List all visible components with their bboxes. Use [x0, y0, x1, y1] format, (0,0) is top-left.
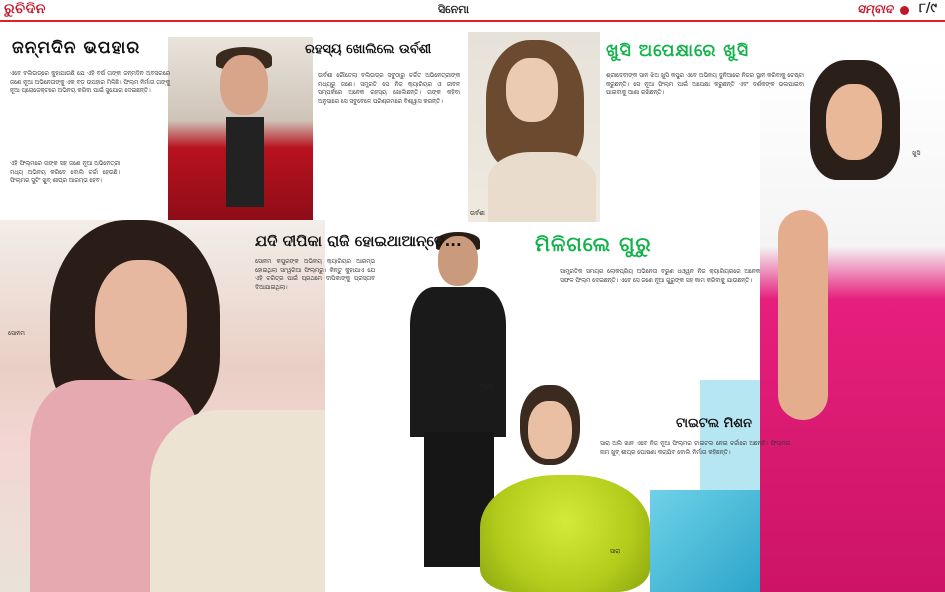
birthday-body: ଏବେ ବଲିଉଡ୍‌ରେ କୁହାଯାଉଛି ଯେ ଏହି ବର୍ଷ ତାଙ୍କ ଜନ୍ମଦିନ ଅବସରରେ ଜଣେ ନୂଆ ଅଭିନେତାଙ୍କୁ ଏକ ବଡ଼ ଉପହାର ମିଳିଛି। ଫିଲ୍ମ ନିର୍ମାତା ତାଙ୍କୁ ନୂଆ ପ୍ରୋଜେକ୍ଟରେ ଅଭିନୟ କରିବା ପାଇଁ ସୁଯୋଗ ଦେଇଛନ୍ତି। — [10, 71, 170, 95]
newspaper-brand: ସମ୍ବାଦ — [857, 2, 893, 16]
sara-caption: ସାରା — [610, 548, 621, 555]
actor-photo — [168, 37, 313, 222]
page-number: ୮/୯ — [919, 1, 937, 16]
sonam-caption: ସୋନମ — [8, 330, 25, 337]
urvashi-headline: ରହସ୍ୟ ଖୋଲିଲେ ଉର୍ବଶୀ — [305, 42, 432, 57]
birthday-headline: ଜନ୍ମଦିନ ଭପହାର — [12, 38, 141, 58]
decorative-panel — [700, 380, 760, 490]
varun-body: ସାମ୍ପ୍ରତିକ ସମୟର ଲୋକପ୍ରିୟ ଅଭିନେତା ବରୁଣ ଧଓ୍ୱନ ନିଜ କ୍ୟାରିୟରରେ ଅନେକ ସଫଳ ଫିଲ୍ମ ଦେଇଛନ୍ତି। ଏବେ ସେ ଜଣେ ନୂଆ ଗୁରୁଙ୍କ ସହ କାମ କରିବାକୁ ଯାଉଛନ୍ତି। — [560, 269, 760, 284]
page-dot-icon — [900, 6, 909, 15]
urvashi-photo — [468, 32, 600, 222]
page-logo: ରୁଚିଦିନ — [4, 1, 46, 17]
deepika-headline: ଯଦି ଦୀପିକା ରାଜି ହୋଇଥାଆନ୍ତେ... — [255, 232, 462, 250]
khushi-body: ଶ୍ରୀଦେବୀଙ୍କ ସାନ ଝିଅ ଖୁସି କପୁର ଏବେ ଅଭିନୟ ଦୁନିଆରେ ନିଜର ସ୍ଥାନ କରିବାକୁ ଚେଷ୍ଟା କରୁଛନ୍ତି। ସେ ନୂଆ ଫିଲ୍ମ ପାଇଁ ଅପେକ୍ଷା କରୁଛନ୍ତି ଏବଂ ଦର୍ଶକଙ୍କ ଭଲପାଇବା ପାଇବାକୁ ଆଶା ରଖିଛନ୍ତି। — [606, 73, 804, 97]
decorative-panel — [650, 490, 760, 592]
khushi-caption: ଖୁସି — [912, 150, 921, 157]
deepika-body: ସୋନମ କପୁରଙ୍କ ଅଭିନୟ କ୍ୟାରିୟର ଆରମ୍ଭ ହୋଇଥିଲା ସାଂୱରିଆ ଫିଲ୍ମରୁ। କିନ୍ତୁ କୁହାଯାଏ ଯେ ଏହି ଚରିତ୍ର ପାଇଁ ପ୍ରଥମେ ଦୀପିକାଙ୍କୁ ପ୍ରସ୍ତାବ ଦିଆଯାଇଥିଲା। — [255, 259, 375, 291]
birthday-body-continued: ଏହି ଫିଲ୍ମରେ ତାଙ୍କ ସହ ଜଣେ ନୂଆ ଅଭିନେତ୍ରୀ ମଧ୍ୟ ଅଭିନୟ କରିବେ ବୋଲି ଚର୍ଚ୍ଚା ହେଉଛି। ଫିଲ୍ମର ସୁଟିଂ ଖୁବ୍ ଶୀଘ୍ର ଆରମ୍ଭ ହେବ। — [10, 161, 120, 185]
khushi-headline: ଖୁସି ଅପେକ୍ଷାରେ ଖୁସି — [606, 41, 750, 61]
urvashi-body: ଉର୍ବଶୀ ରୌତେଲା ବଲିଉଡ୍‌ର ସବୁଠାରୁ ଚର୍ଚ୍ଚିତ ଅଭିନେତ୍ରୀଙ୍କ ମଧ୍ୟରୁ ଜଣେ। ସମ୍ପ୍ରତି ସେ ନିଜ କ୍ୟାରିୟର ଓ ଜୀବନ ସମ୍ପର୍କରେ ଅନେକ ରହସ୍ୟ ଖୋଲିଛନ୍ତି। ତାଙ୍କ କହିବା ଅନୁସାରେ ସେ ସବୁବେଳେ ପରିଶ୍ରମରେ ବିଶ୍ୱାସ କରନ୍ତି। — [318, 73, 460, 105]
khushi-photo — [760, 60, 945, 592]
varun-headline: ମିଳିଗଲେ ଗୁରୁ — [535, 232, 652, 256]
varun-caption: ବରୁଣ — [480, 383, 494, 390]
title-mission-body: ସାରା ଅଲି ଖାନ ଏବେ ନିଜ ନୂଆ ଫିଲ୍ମର ଟାଇଟଲ ନେଇ ଚର୍ଚ୍ଚାରେ ଅଛନ୍ତି। ଫିଲ୍ମର ନାମ ଖୁବ୍ ଶୀଘ୍ର ଘୋଷଣା କରାଯିବ ବୋଲି ନିର୍ମାତା କହିଛନ୍ତି। — [600, 441, 790, 456]
sara-photo — [480, 385, 650, 592]
section-title: ସିନେମା — [438, 3, 469, 16]
title-mission-headline: ଟାଇଟଲ ମିଶନ — [676, 416, 752, 431]
urvashi-caption: ଉର୍ବଶୀ — [470, 210, 485, 217]
page-header — [0, 0, 945, 22]
